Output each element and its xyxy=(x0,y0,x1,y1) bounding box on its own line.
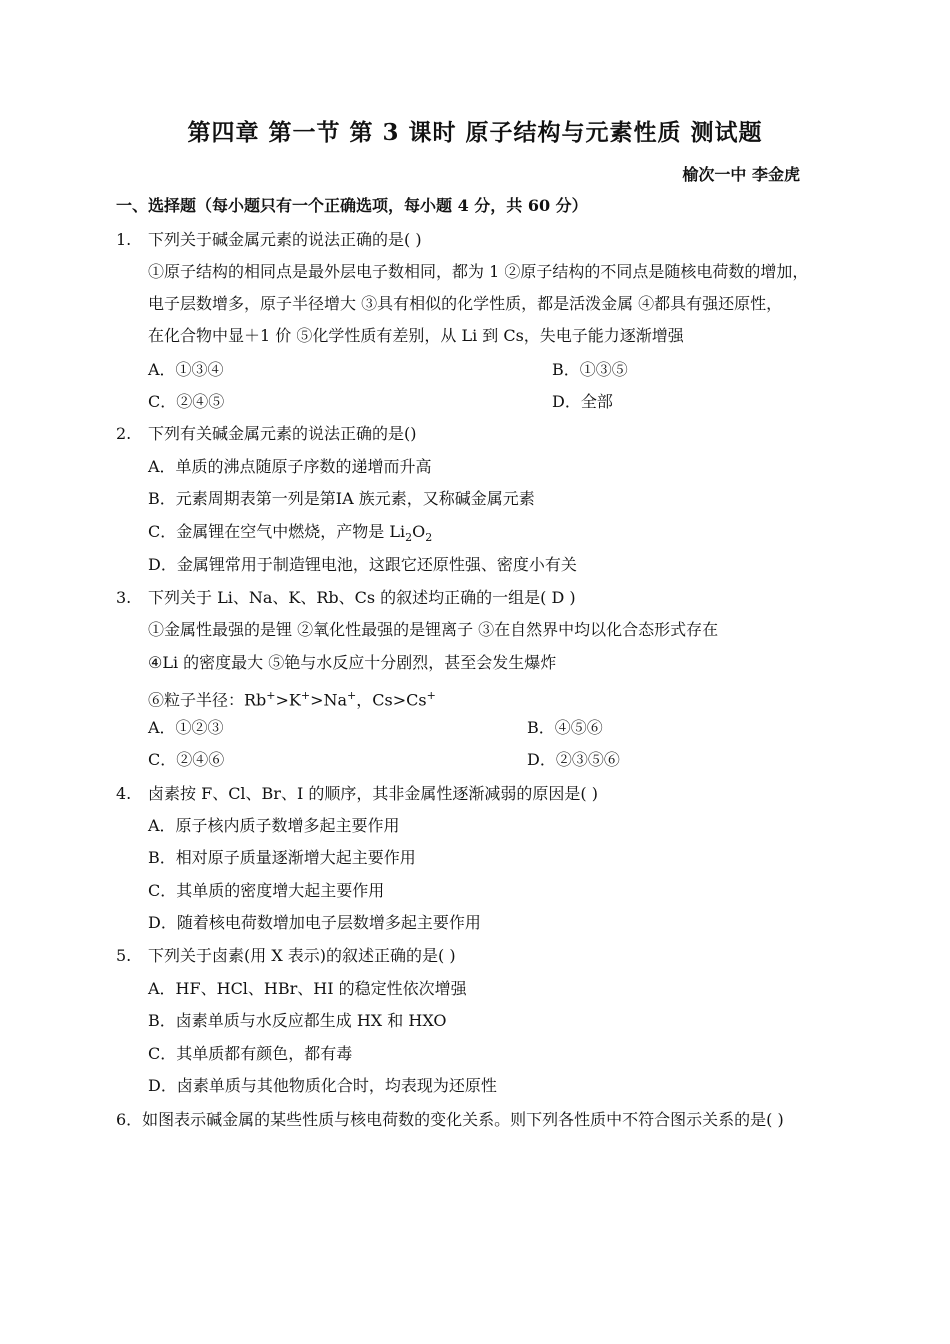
q4-stem: 卤素按 F、Cl、Br、I 的顺序，其非金属性逐渐减弱的原因是( ) xyxy=(148,784,598,803)
q4-option-a: A．原子核内质子数增多起主要作用 xyxy=(148,816,400,835)
q6-stem: 6．如图表示碱金属的某些性质与核电荷数的变化关系。则下列各性质中不符合图示关系的是( ) xyxy=(116,1110,784,1129)
q1-statement-line-3: 在化合物中显＋1 价 ⑤化学性质有差别，从 Li 到 Cs，失电子能力逐渐增强 xyxy=(148,326,684,345)
q5-option-d: D．卤素单质与其他物质化合时，均表现为还原性 xyxy=(148,1076,497,1095)
q5-stem: 下列关于卤素(用 X 表示)的叙述正确的是( ) xyxy=(148,946,456,965)
q2-option-b: B．元素周期表第一列是第ⅠA 族元素，又称碱金属元素 xyxy=(148,489,535,508)
q1-stem: 下列关于碱金属元素的说法正确的是( ) xyxy=(148,230,422,249)
q2-number: 2. xyxy=(116,424,132,443)
q2-option-d: D．金属锂常用于制造锂电池，这跟它还原性强、密度小有关 xyxy=(148,555,577,574)
q4-number: 4. xyxy=(116,784,132,803)
q3-statement-line-3: ⑥粒子半径：Rb+>K+>Na+，Cs>Cs+ xyxy=(148,689,436,710)
q5-number: 5. xyxy=(116,946,132,965)
q2-stem: 下列有关碱金属元素的说法正确的是() xyxy=(148,424,417,443)
q5-option-a: A．HF、HCl、HBr、HI 的稳定性依次增强 xyxy=(148,979,467,998)
q3-option-a: A．①②③ xyxy=(148,718,224,737)
q3-number: 3. xyxy=(116,588,132,607)
q3-option-d: D．②③⑤⑥ xyxy=(527,750,620,769)
q4-option-b: B．相对原子质量逐渐增大起主要作用 xyxy=(148,848,416,867)
q5-option-c: C．其单质都有颜色，都有毒 xyxy=(148,1044,353,1063)
q1-option-d: D．全部 xyxy=(552,392,613,411)
section-heading: 一、选择题（每小题只有一个正确选项，每小题 4 分，共 60 分） xyxy=(116,196,588,215)
q1-statement-line-1: ①原子结构的相同点是最外层电子数相同，都为 1 ②原子结构的不同点是随核电荷数的增加， xyxy=(148,262,809,281)
q3-statement-line-1: ①金属性最强的是锂 ②氧化性最强的是锂离子 ③在自然界中均以化合态形式存在 xyxy=(148,620,719,639)
q4-option-d: D．随着核电荷数增加电子层数增多起主要作用 xyxy=(148,913,481,932)
q3-option-b: B．④⑤⑥ xyxy=(527,718,603,737)
q3-stem: 下列关于 Li、Na、K、Rb、Cs 的叙述均正确的一组是( D ) xyxy=(148,588,576,607)
author-line: 榆次一中 李金虎 xyxy=(682,165,800,184)
q3-option-c: C．②④⑥ xyxy=(148,750,225,769)
q1-number: 1. xyxy=(116,230,132,249)
q3-statement-line-2: ④Li 的密度最大 ⑤铯与水反应十分剧烈，甚至会发生爆炸 xyxy=(148,653,557,672)
q1-option-a: A．①③④ xyxy=(148,360,224,379)
document-title: 第四章 第一节 第 3 课时 原子结构与元素性质 测试题 xyxy=(187,119,763,146)
q2-option-a: A．单质的沸点随原子序数的递增而升高 xyxy=(148,457,432,476)
q2-option-c: C．金属锂在空气中燃烧，产物是 $Li_2O_2$ xyxy=(148,522,433,545)
q1-statement-line-2: 电子层数增多，原子半径增大 ③具有相似的化学性质，都是活泼金属 ④都具有强还原性， xyxy=(148,294,783,313)
q4-option-c: C．其单质的密度增大起主要作用 xyxy=(148,881,385,900)
q5-option-b: B．卤素单质与水反应都生成 HX 和 HXO xyxy=(148,1011,447,1030)
q1-option-b: B．①③⑤ xyxy=(552,360,628,379)
q1-option-c: C．②④⑤ xyxy=(148,392,225,411)
